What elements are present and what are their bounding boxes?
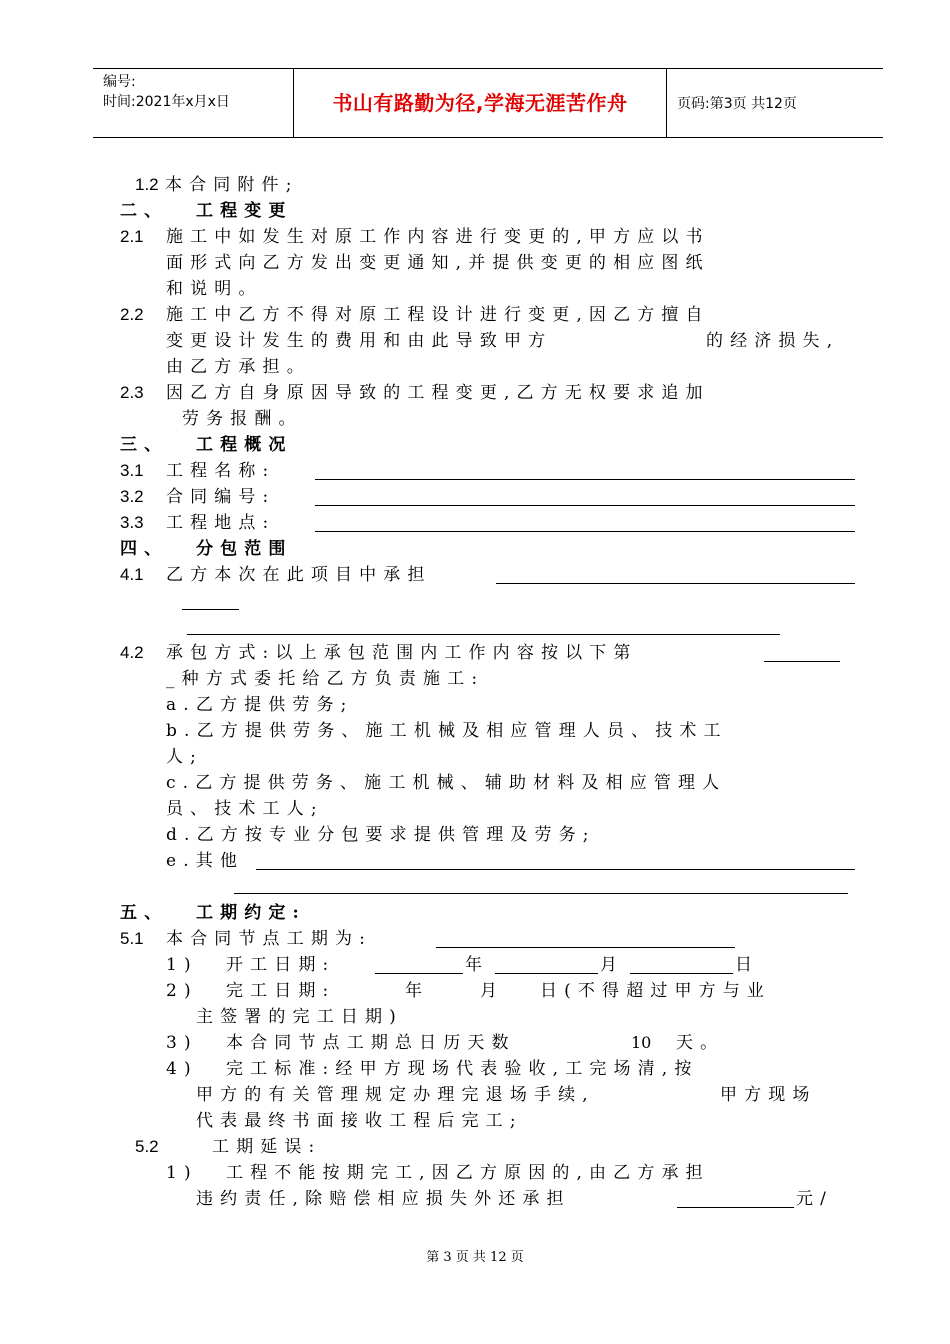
clause-text: 主签署的完工日期) [196, 1007, 403, 1027]
clause-text: 工期延误: [212, 1137, 322, 1157]
start-year-blank[interactable] [375, 973, 463, 974]
item-number: 3) [166, 1033, 198, 1053]
other-blank[interactable] [234, 893, 848, 894]
contract-number-blank[interactable] [315, 505, 855, 506]
clause-text: 甲方现场 [720, 1085, 817, 1105]
clause-text: 代表最终书面接收工程后完工; [196, 1111, 523, 1131]
clause-number: 4.1 [120, 565, 144, 584]
clause-text: 变更设计发生的费用和由此导致甲方 [166, 331, 553, 351]
clause-text: 完工标准:经甲方现场代表验收,工完场清,按 [226, 1059, 699, 1079]
clause-number: 2.2 [120, 305, 144, 324]
field-label: 开工日期: [226, 955, 336, 975]
start-day-blank[interactable] [630, 973, 733, 974]
clause-number: 5.2 [135, 1137, 159, 1156]
clause-number: 3.1 [120, 461, 144, 480]
project-location-blank[interactable] [315, 531, 855, 532]
section-title: 工程变更 [196, 201, 293, 221]
clause-number: 3.3 [120, 513, 144, 532]
clause-text: 本合同节点工期为: [166, 929, 372, 949]
other-blank[interactable] [256, 869, 855, 870]
section-title: 工程概况 [196, 435, 293, 455]
year-unit: 年 [465, 955, 490, 975]
clause-text: 和说明。 [166, 279, 263, 299]
item-number: 4) [166, 1059, 198, 1079]
penalty-amount-blank[interactable] [677, 1207, 794, 1208]
option-d: d.乙方按专业分包要求提供管理及劳务; [166, 825, 596, 845]
clause-number: 2.3 [120, 383, 144, 402]
clause-number: 2.1 [120, 227, 144, 246]
option-a: a.乙方提供劳务; [166, 695, 354, 715]
scope-blank[interactable] [182, 609, 239, 610]
serial-number-label: 编号: [103, 74, 136, 90]
clause-text: 违约责任,除赔偿相应损失外还承担 [196, 1189, 571, 1209]
clause-text: 承包方式:以上承包范围内工作内容按以下第 [166, 643, 638, 663]
scope-blank[interactable] [496, 583, 855, 584]
field-label: 合同编号: [166, 487, 276, 507]
option-b: b.乙方提供劳务、施工机械及相应管理人员、技术工 [166, 721, 728, 741]
clause-number: 3.2 [120, 487, 144, 506]
page-footer: 第 3 页 共 12 页 [426, 1250, 524, 1265]
clause-number: 5.1 [120, 929, 144, 948]
node-period-blank[interactable] [436, 947, 735, 948]
month-unit: 月 [480, 981, 505, 1001]
clause-text: 因乙方自身原因导致的工程变更,乙方无权要求追加 [166, 383, 710, 403]
month-unit: 月 [600, 955, 625, 975]
clause-text: 本合同节点工期总日历天数 [226, 1033, 516, 1053]
option-c: c.乙方提供劳务、施工机械、辅助材料及相应管理人 [166, 773, 727, 793]
project-name-blank[interactable] [315, 479, 855, 480]
clause-text: 施工中乙方不得对原工程设计进行变更,因乙方擅自 [166, 305, 710, 325]
clause-number: 1.2 [135, 175, 159, 194]
clause-text: 本合同附件; [165, 175, 299, 195]
option-e: e.其他 [166, 851, 245, 871]
clause-text: 元/ [796, 1189, 834, 1209]
header-time: 时间:2021年x月x日 [103, 94, 230, 110]
item-number: 1) [166, 1163, 198, 1183]
section-number: 三、 [120, 435, 169, 455]
clause-text: 施工中如发生对原工作内容进行变更的,甲方应以书 [166, 227, 710, 247]
option-c: 员、技术工人; [166, 799, 324, 819]
section-number: 二、 [120, 201, 169, 221]
section-number: 五、 [120, 903, 169, 923]
clause-text: _种方式委托给乙方负责施工: [166, 669, 485, 689]
clause-number: 4.2 [120, 643, 144, 662]
clause-text: 甲方的有关管理规定办理完退场手续, [196, 1085, 595, 1105]
clause-text: 面形式向乙方发出变更通知,并提供变更的相应图纸 [166, 253, 710, 273]
section-title: 工期约定: [196, 903, 306, 923]
field-label: 工程名称: [166, 461, 276, 481]
option-b: 人; [166, 747, 204, 767]
day-unit: 日 [735, 955, 760, 975]
item-number: 2) [166, 981, 198, 1001]
days-unit: 天。 [676, 1033, 725, 1053]
field-label: 工程地点: [166, 513, 276, 533]
section-number: 四、 [120, 539, 169, 559]
clause-text: 工程不能按期完工,因乙方原因的,由乙方承担 [226, 1163, 710, 1183]
clause-text: 乙方本次在此项目中承担 [166, 565, 432, 585]
field-label: 完工日期: [226, 981, 336, 1001]
clause-text: 的经济损失, [706, 331, 840, 351]
total-days-value: 10 [631, 1033, 652, 1052]
header-motto: 书山有路勤为径,学海无涯苦作舟 [332, 91, 628, 115]
year-unit: 年 [405, 981, 430, 1001]
item-number: 1) [166, 955, 198, 975]
method-choice-blank[interactable] [764, 661, 840, 662]
header-page-info: 页码:第3页 共12页 [677, 96, 797, 112]
section-title: 分包范围 [196, 539, 293, 559]
start-month-blank[interactable] [495, 973, 598, 974]
scope-blank[interactable] [187, 634, 780, 635]
clause-text: 劳务报酬。 [182, 409, 303, 429]
clause-text: 由乙方承担。 [166, 357, 311, 377]
clause-text: 日(不得超过甲方与业 [540, 981, 772, 1001]
